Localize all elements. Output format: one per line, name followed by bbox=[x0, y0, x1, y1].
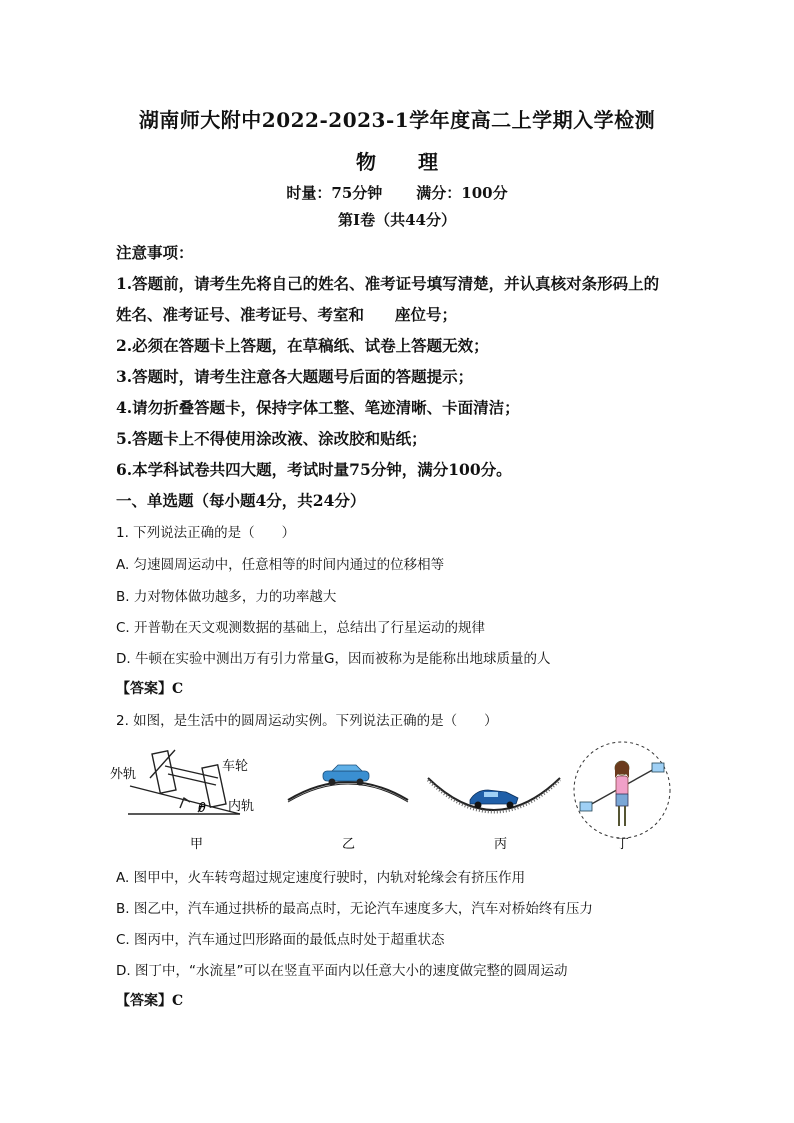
note-line: 5.答题卡上不得使用涂改液、涂改胶和贴纸； bbox=[116, 429, 427, 448]
exam-meta bbox=[0, 182, 794, 203]
note-line: 1.答题前，请考生先将自己的姓名、准考证号填写清楚，并认真核对条形码上的 bbox=[116, 274, 660, 293]
figure-arch-bridge bbox=[288, 765, 408, 802]
label-theta: θ bbox=[198, 801, 206, 816]
subject-char-1: 物 bbox=[356, 150, 376, 174]
question-1-option-b: B. 力对物体做功越多，力的功率越大 bbox=[116, 589, 337, 605]
caption-bing: 丙 bbox=[494, 837, 508, 852]
exam-time: 时量：75分钟 bbox=[286, 184, 383, 202]
section-heading: 一、单选题（每小题4分，共24分） bbox=[116, 491, 366, 510]
subject-char-2: 理 bbox=[418, 150, 438, 174]
label-inner-rail: 内轨 bbox=[228, 799, 255, 814]
note-line: 3.答题时，请考生注意各大题题号后面的答题提示； bbox=[116, 367, 474, 386]
question-2-option-d: D. 图丁中，“水流星”可以在竖直平面内以任意大小的速度做完整的圆周运动 bbox=[116, 963, 568, 979]
part-heading: 第Ⅰ卷（共44分） bbox=[338, 211, 456, 229]
race-car-icon bbox=[470, 790, 518, 809]
question-1-option-d: D. 牛顿在实验中测出万有引力常量G，因而被称为是能称出地球质量的人 bbox=[116, 651, 551, 667]
caption-yi: 乙 bbox=[342, 837, 356, 852]
caption-jia: 甲 bbox=[190, 837, 204, 852]
label-outer-rail: 外轨 bbox=[110, 767, 137, 782]
note-line: 姓名、准考证号、准考证号、考室和 座位号； bbox=[116, 305, 458, 324]
exam-title: 湖南师大附中2022-2023-1学年度高二上学期入学检测 bbox=[138, 108, 656, 132]
subject-title bbox=[0, 146, 794, 175]
question-2-option-a: A. 图甲中，火车转弯超过规定速度行驶时，内轨对轮缘会有挤压作用 bbox=[116, 870, 526, 886]
question-1-answer: 【答案】C bbox=[116, 681, 184, 697]
caption-ding: 丁 bbox=[616, 837, 630, 852]
question-2-answer: 【答案】C bbox=[116, 993, 184, 1009]
figure-concave-road bbox=[428, 778, 560, 812]
exam-score: 满分：100分 bbox=[416, 184, 508, 202]
question-2-stem: 2. 如图，是生活中的圆周运动实例。下列说法正确的是（ ） bbox=[116, 713, 498, 729]
notes-heading: 注意事项： bbox=[116, 243, 194, 262]
question-1-option-a: A. 匀速圆周运动中，任意相等的时间内通过的位移相等 bbox=[116, 557, 445, 573]
note-line: 6.本学科试卷共四大题，考试时量75分钟，满分100分。 bbox=[116, 460, 512, 479]
note-line: 2.必须在答题卡上答题，在草稿纸、试卷上答题无效； bbox=[116, 336, 489, 355]
question-2-option-b: B. 图乙中，汽车通过拱桥的最高点时，无论汽车速度多大，汽车对桥始终有压力 bbox=[116, 901, 593, 917]
note-line: 4.请勿折叠答题卡，保持字体工整、笔迹清晰、卡面清洁； bbox=[116, 398, 520, 417]
question-2-option-c: C. 图丙中，汽车通过凹形路面的最低点时处于超重状态 bbox=[116, 932, 445, 948]
figure-water-meteor bbox=[574, 742, 670, 838]
question-1-option-c: C. 开普勒在天文观测数据的基础上，总结出了行星运动的规律 bbox=[116, 620, 486, 636]
label-wheel: 车轮 bbox=[222, 759, 249, 774]
question-2-figure bbox=[110, 738, 680, 858]
question-1-stem: 1. 下列说法正确的是（ ） bbox=[116, 525, 296, 541]
person-icon bbox=[615, 761, 629, 826]
